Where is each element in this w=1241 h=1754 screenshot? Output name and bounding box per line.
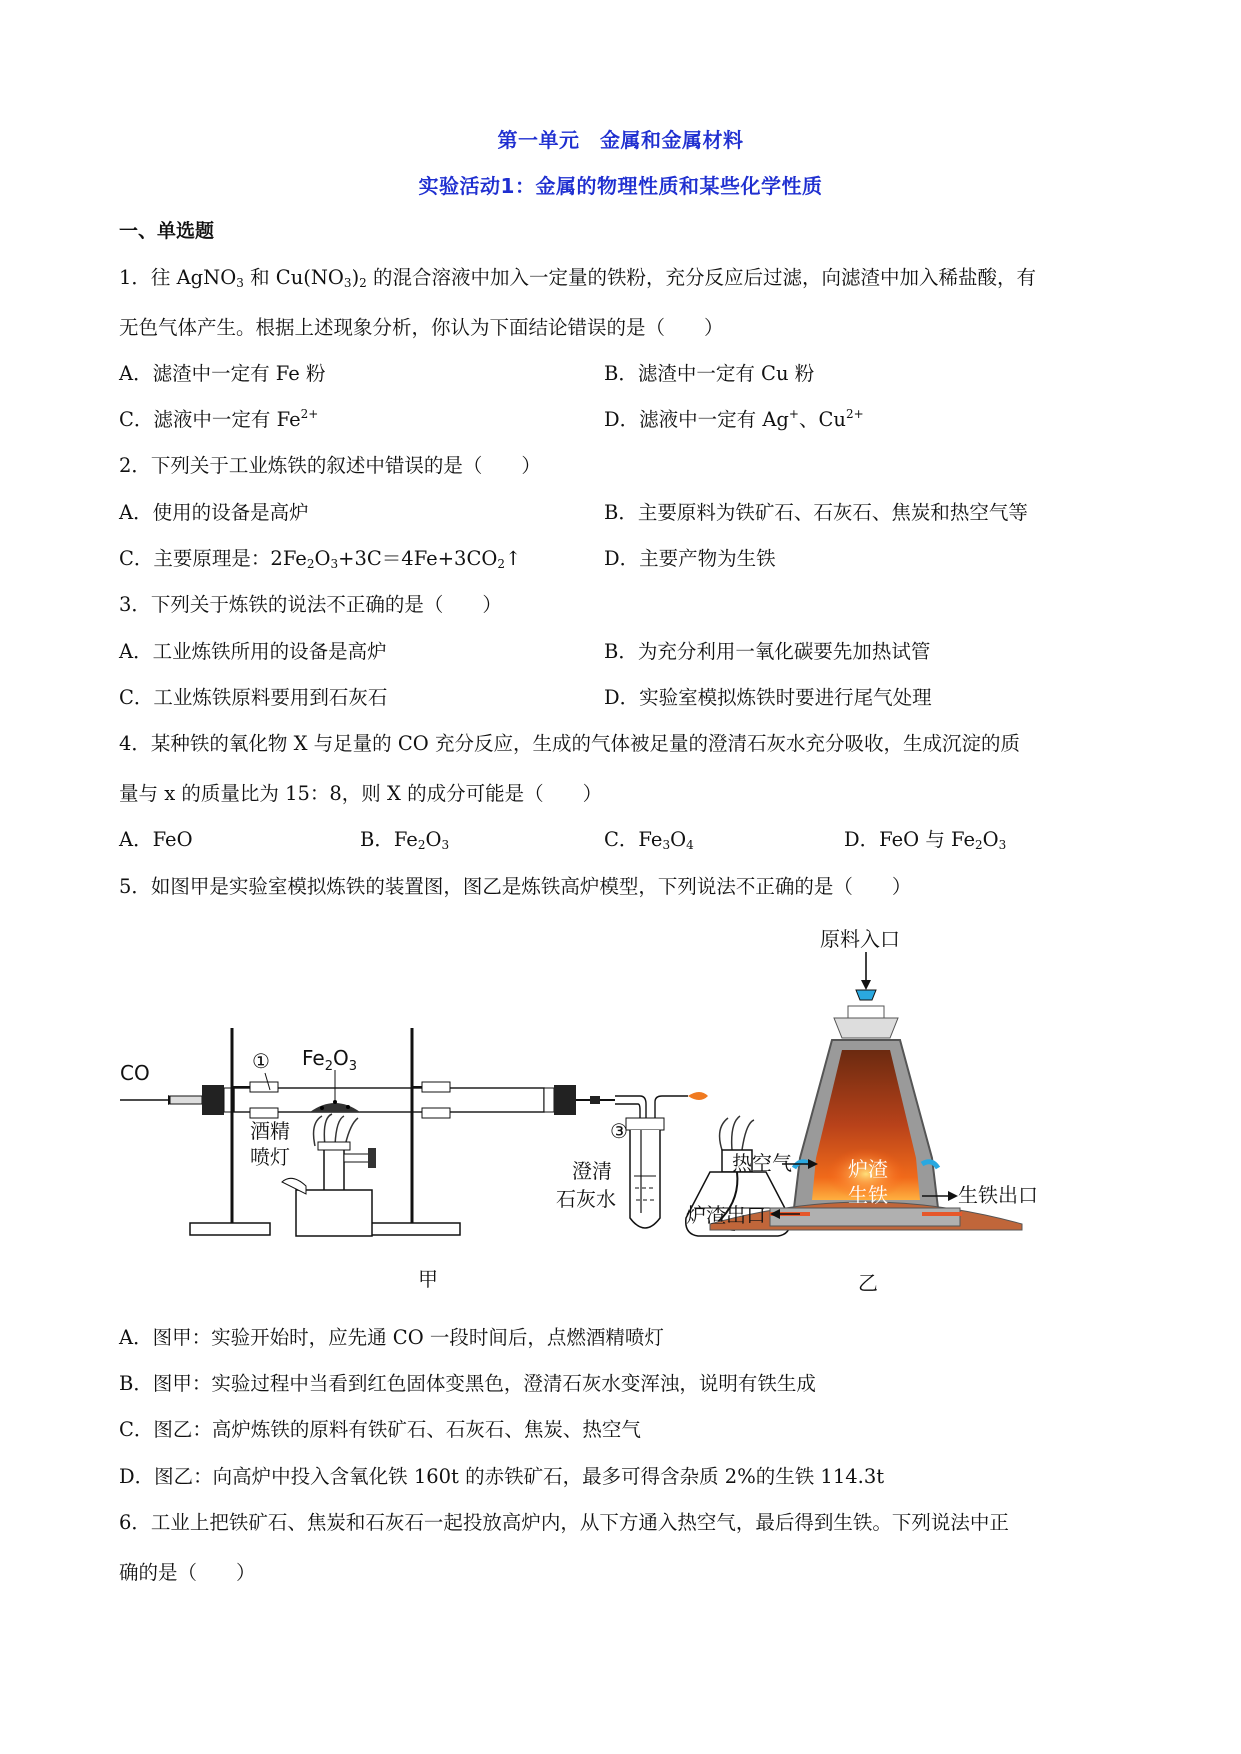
hot-air-label: 热空气	[732, 1151, 792, 1175]
q4-option-d: D．FeO 与 $Fe_2O_3$	[844, 828, 1007, 852]
q2-option-d: D．主要产物为生铁	[604, 547, 776, 570]
q1-stem-line1: 1．往 AgNO$_3$ 和 $Cu(NO_3)_2$ 的混合溶液中加入一定量的铁粉，充分反应后过滤，向滤渣中加入稀盐酸，有	[119, 266, 1037, 290]
q4-stem-line1: 4．某种铁的氧化物 X 与足量的 CO 充分反应，生成的气体被足量的澄清石灰水充分吸收，生成沉淀的质	[119, 732, 1020, 755]
q2-option-a: A．使用的设备是高炉	[119, 501, 309, 524]
q1-option-b: B．滤渣中一定有 Cu 粉	[604, 362, 815, 385]
q4-stem-line2: 量与 x 的质量比为 15：8，则 X 的成分可能是（ ）	[119, 782, 603, 805]
q4-option-b: B．$Fe_2O_3$	[360, 828, 450, 852]
q1-stem-line2: 无色气体产生。根据上述现象分析，你认为下面结论错误的是（ ）	[119, 316, 724, 339]
apparatus-figure	[110, 918, 1050, 1298]
lamp-label-1: 酒精	[250, 1119, 290, 1143]
q5-option-c: C．图乙：高炉炼铁的原料有铁矿石、石灰石、焦炭、热空气	[119, 1418, 641, 1441]
q3-option-c: C．工业炼铁原料要用到石灰石	[119, 686, 388, 709]
q6-stem-line1: 6．工业上把铁矿石、焦炭和石灰石一起投放高炉内，从下方通入热空气，最后得到生铁。下列说法中正	[119, 1511, 1009, 1534]
fe2o3-label: $Fe_2O_3$	[302, 1046, 358, 1074]
q5-stem: 5．如图甲是实验室模拟炼铁的装置图，图乙是炼铁高炉模型，下列说法不正确的是（ ）	[119, 875, 912, 898]
label-circle-3: ③	[610, 1119, 628, 1143]
feed-inlet-label: 原料入口	[820, 927, 900, 951]
slag-outlet-label: 炉渣出口	[686, 1203, 766, 1227]
figure-jia-label: 甲	[418, 1267, 438, 1291]
figure-yi-label: 乙	[858, 1271, 878, 1295]
iron-inside-label: 生铁	[848, 1183, 888, 1207]
section-heading: 一、单选题	[119, 220, 215, 242]
q1-option-c: C．滤液中一定有 $Fe^{2+}$	[119, 407, 319, 431]
q3-stem: 3．下列关于炼铁的说法不正确的是（ ）	[119, 593, 502, 616]
slag-inside-label: 炉渣	[848, 1157, 888, 1181]
unit-title: 第一单元 金属和金属材料	[497, 128, 744, 152]
lab-apparatus	[120, 1028, 790, 1291]
q3-option-b: B．为充分利用一氧化碳要先加热试管	[604, 640, 931, 663]
q5-option-d: D．图乙：向高炉中投入含氧化铁 160t 的赤铁矿石，最多可得含杂质 2%的生铁 114.3t	[119, 1465, 885, 1488]
label-circle-1: ①	[252, 1049, 270, 1073]
q4-option-c: C．$Fe_3O_4$	[604, 828, 694, 852]
lamp-label-2: 喷灯	[250, 1145, 290, 1169]
q5-option-a: A．图甲：实验开始时，应先通 CO 一段时间后，点燃酒精喷灯	[119, 1326, 664, 1349]
blast-furnace-model	[686, 927, 1038, 1295]
q2-stem: 2．下列关于工业炼铁的叙述中错误的是（ ）	[119, 454, 541, 477]
q2-option-b: B．主要原料为铁矿石、石灰石、焦炭和热空气等	[604, 501, 1028, 524]
activity-title: 实验活动1：金属的物理性质和某些化学性质	[418, 174, 823, 198]
co-label: CO	[120, 1061, 150, 1085]
q3-option-d: D．实验室模拟炼铁时要进行尾气处理	[604, 686, 932, 709]
q3-option-a: A．工业炼铁所用的设备是高炉	[119, 640, 387, 663]
iron-outlet-label: 生铁出口	[958, 1183, 1038, 1207]
q4-option-a: A．FeO	[119, 828, 193, 851]
q1-option-a: A．滤渣中一定有 Fe 粉	[119, 362, 326, 385]
limewater-label-2: 石灰水	[556, 1187, 616, 1211]
q1-option-d: D．滤液中一定有 Ag+、$Cu^{2+}$	[604, 407, 864, 431]
q6-stem-line2: 确的是（ ）	[119, 1561, 256, 1584]
q5-option-b: B．图甲：实验过程中当看到红色固体变黑色，澄清石灰水变浑浊，说明有铁生成	[119, 1372, 816, 1395]
limewater-label-1: 澄清	[572, 1159, 612, 1183]
q2-option-c: C．主要原理是：$2Fe_2O_3+3C=4Fe+3CO_2↑$	[119, 547, 522, 571]
